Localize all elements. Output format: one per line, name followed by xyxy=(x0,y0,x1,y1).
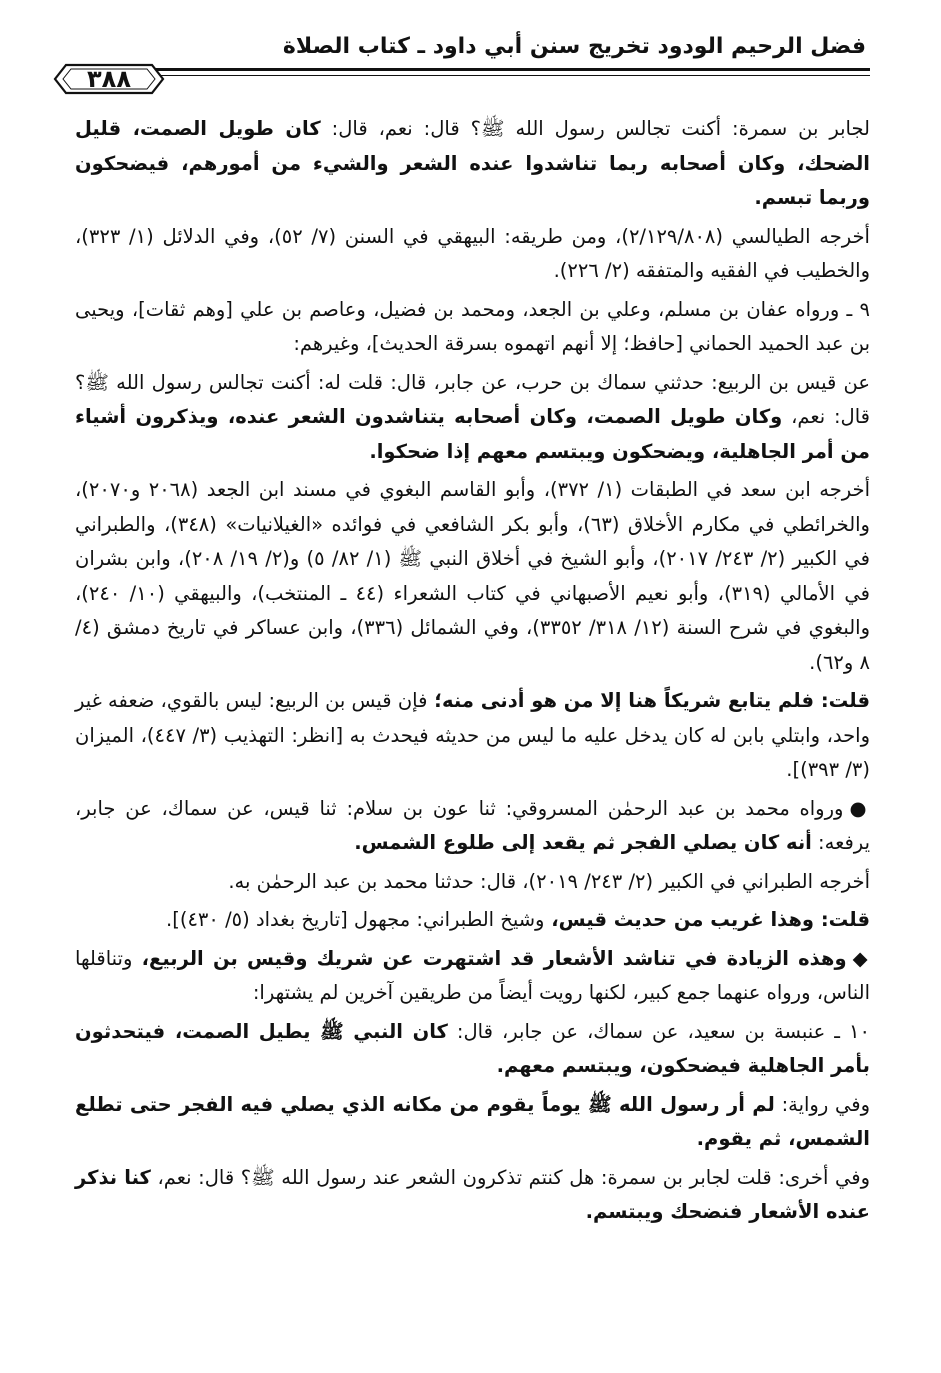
bold-text-run: كنا نذكر عنده الأشعار فنضحك ويبتسم. xyxy=(75,1165,870,1223)
text-run: ٩ ـ ورواه عفان بن مسلم، وعلي بن الجعد، ومحمد بن فضيل، وعاصم بن علي [وهم ثقات]، ويحيى بن عبد الحميد الحماني [حافظ؛ إلا أنهم اتهموه بسرقة الحديث]، وغيرهم: xyxy=(75,297,870,355)
bold-text-run: لم أر رسول الله ﷺ يوماً يقوم من مكانه الذي يصلي فيه الفجر حتى تطلع الشمس، ثم يقوم. xyxy=(75,1092,870,1150)
paragraph-p6 xyxy=(75,684,870,788)
text-run: فإن قيس بن الربيع: ليس بالقوي، ضعفه غير واحد، وابتلي بابن له كان يدخل عليه ما ليس من حديثه فيحدث به [انظر: التهذيب (٣/ ٤٤٧)، الميزان (٣/ ٣٩٣)]. xyxy=(75,689,870,781)
bold-text-run: كان طويل الصمت، قليل الضحك، وكان أصحابه ربما تناشدوا عنده الشعر والشيء من أمورهم، فيضحكون وربما تبسم. xyxy=(75,117,870,209)
paragraph-p2 xyxy=(75,220,870,289)
paragraph-p5 xyxy=(75,473,870,680)
paragraph-p11 xyxy=(75,1015,870,1084)
paragraph-p12 xyxy=(75,1088,870,1157)
bold-text-run: قلت: فلم يتابع شريكاً هنا إلا من هو أدنى منه؛ xyxy=(427,689,870,712)
paragraph-p7 xyxy=(75,792,870,861)
text-run: وفي أخرى: قلت لجابر بن سمرة: هل كنتم تذكرون الشعر عند رسول الله ﷺ؟ قال: نعم، xyxy=(150,1165,870,1189)
text-run: ورواه محمد بن عبد الرحمٰن المسروقي: ثنا عون بن سلام: ثنا قيس، عن سماك، عن جابر، يرفعه: xyxy=(75,796,870,854)
text-run: عن قيس بن الربيع: حدثني سماك بن حرب، عن جابر، قال: قلت له: أكنت تجالس رسول الله ﷺ؟ قال: نعم، xyxy=(75,370,870,428)
page-number-badge xyxy=(52,62,166,96)
text-run: لجابر بن سمرة: أكنت تجالس رسول الله ﷺ؟ قال: نعم، قال: xyxy=(320,117,870,140)
text-run: ١٠ ـ عنبسة بن سعيد، عن سماك، عن جابر، قال: xyxy=(447,1019,870,1043)
text-run: وفي رواية: xyxy=(774,1092,870,1116)
paragraph-p1 xyxy=(75,112,870,216)
paragraph-p13 xyxy=(75,1161,870,1230)
page-number: ٣٨٨ xyxy=(87,65,131,93)
paragraph-p8 xyxy=(75,865,870,900)
bullet-icon: ◆ xyxy=(852,946,870,970)
bold-text-run: أنه كان يصلي الفجر ثم يقعد إلى طلوع الشمس. xyxy=(354,831,812,854)
bold-text-run: وكان طويل الصمت، وكان أصحابه يتناشدون الشعر عنده، ويذكرون أشياء من أمر الجاهلية، ويضحكون ويبتسم معهم إذا ضحكوا. xyxy=(75,405,870,463)
text-run: أخرجه ابن سعد في الطبقات (١/ ٣٧٢)، وأبو القاسم البغوي في مسند ابن الجعد (٢٠٦٨ و٢٠٧٠)، والخرائطي في مكارم الأخلاق (٦٣)، وأبو بكر الشافعي في فوائده «الغيلانيات» (٣٤٨)، والطبراني في الكبير (٢/ ٢٤٣/ ٢٠١٧)، وأبو الشيخ في أخلاق النبي ﷺ (١/ ٨٢/ ٥) و(٢/ ١٩/ ٢٠٨)، وابن بشران في الأمالي (٣١٩)، وأبو نعيم الأصبهاني في كتاب الشعراء (٤٤ ـ المنتخب)، والبيهقي (١٠/ ٢٤٠)، والبغوي في شرح السنة (١٢/ ٣١٨/ ٣٣٥٢)، وفي الشمائل (٣٣٦)، وابن عساكر في تاريخ دمشق (٤/ ٨ و٦٢). xyxy=(75,478,870,674)
text-run: أخرجه الطيالسي (٢/١٢٩/٨٠٨)، ومن طريقه: البيهقي في السنن (٧/ ٥٢)، وفي الدلائل (١/ ٣٢٣)، والخطيب في الفقيه والمتفقه (٢/ ٢٢٦). xyxy=(75,224,870,282)
running-title: فضل الرحيم الودود تخريج سنن أبي داود ـ كتاب الصلاة xyxy=(282,34,866,59)
text-run: أخرجه الطبراني في الكبير (٢/ ٢٤٣/ ٢٠١٩)، قال: حدثنا محمد بن عبد الرحمٰن به. xyxy=(228,869,870,893)
paragraph-p4 xyxy=(75,366,870,470)
paragraph-p10 xyxy=(75,942,870,1011)
bold-text-run: قلت: وهذا غريب من حديث قيس، xyxy=(544,908,870,931)
main-text xyxy=(75,112,870,1234)
bold-text-run: كان النبي ﷺ يطيل الصمت، فيتحدثون بأمر الجاهلية فيضحكون، ويبتسم معهم. xyxy=(75,1019,870,1077)
bullet-icon: ● xyxy=(849,796,871,820)
header-rule-thin xyxy=(72,75,870,76)
bold-text-run: وهذه الزيادة في تناشد الأشعار قد اشتهرت عن شريك وقيس بن الربيع، xyxy=(132,946,847,970)
header-rule xyxy=(72,68,870,71)
paragraph-p9 xyxy=(75,903,870,938)
text-run: وشيخ الطبراني: مجهول [تاريخ بغداد (٥/ ٤٣٠)]. xyxy=(166,908,545,931)
text-run: وتناقلها الناس، ورواه عنهما جمع كبير، لكنها رويت أيضاً من طريقين آخرين لم يشتهرا: xyxy=(75,946,870,1004)
paragraph-p3 xyxy=(75,293,870,362)
